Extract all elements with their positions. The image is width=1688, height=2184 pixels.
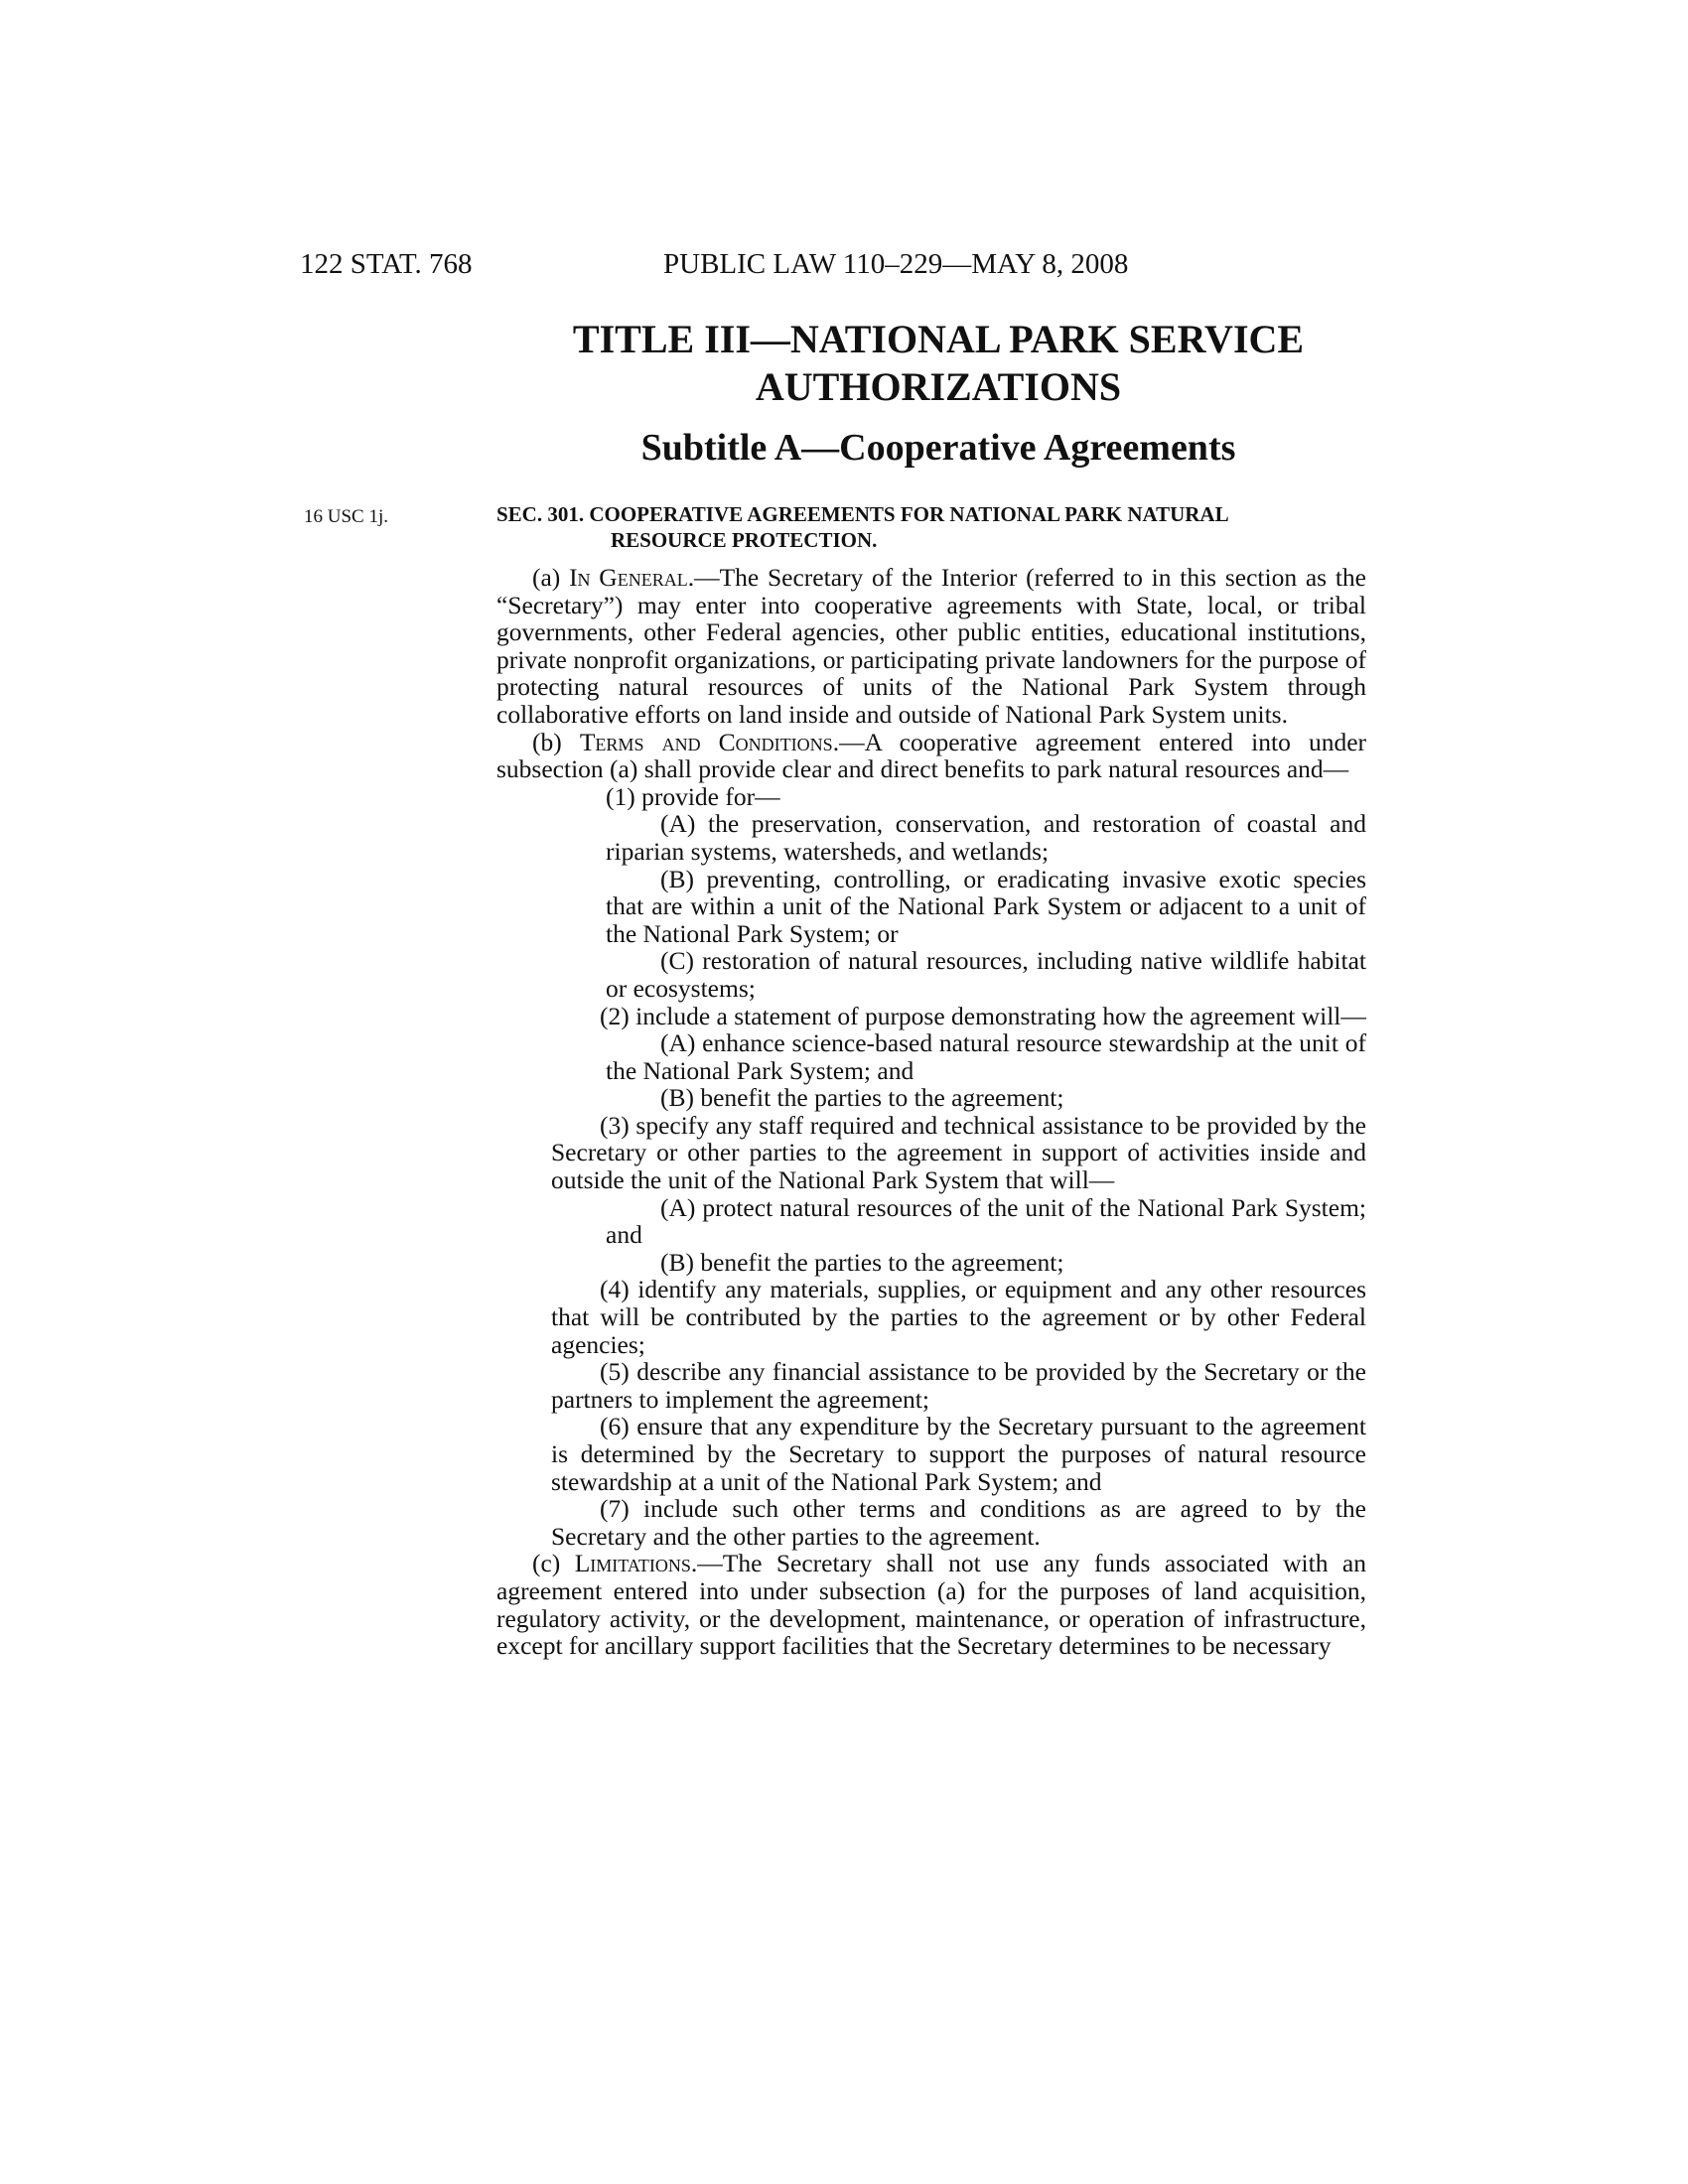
public-law-citation: PUBLIC LAW 110–229—MAY 8, 2008 bbox=[663, 248, 1129, 280]
subsection-a-text: .—The Secretary of the Interior (referred to in this section as the “Secretary”) may enter into cooperative agreements with State, local, or tribal governments, other Federal agencies, other public entities, educational institutions, private nonprofit organizations, or participating private landowners for the purpose of protecting natural resources of units of the National Park System through collaborative efforts on land inside and outside of National Park System units. bbox=[496, 563, 1366, 729]
paragraph-5: (5) describe any financial assistance to be provided by the Secretary or the partners to implement the agreement; bbox=[551, 1357, 1366, 1414]
paragraph-3-B: (B) benefit the parties to the agreement; bbox=[660, 1247, 1064, 1277]
paragraph-1-C: (C) restoration of natural resources, including native wildlife habitat or ecosystems; bbox=[606, 946, 1366, 1003]
subsection-b bbox=[496, 729, 1366, 783]
section-heading-line-1: SEC. 301. COOPERATIVE AGREEMENTS FOR NATIONAL PARK NATURAL bbox=[496, 502, 1229, 526]
subsection-c bbox=[496, 1550, 1366, 1659]
subsection-b-label: (b) bbox=[532, 727, 580, 756]
paragraph-1: (1) provide for— bbox=[606, 781, 780, 811]
paragraph-7: (7) include such other terms and conditions as are agreed to by the Secretary and the other parties to the agreement. bbox=[551, 1494, 1366, 1551]
paragraph-2-A: (A) enhance science-based natural resource stewardship at the unit of the National Park System; and bbox=[606, 1028, 1366, 1085]
paragraph-6: (6) ensure that any expenditure by the Secretary pursuant to the agreement is determined by the Secretary to support the purposes of natural resource stewardship at a unit of the National Park System; and bbox=[551, 1412, 1366, 1496]
title-line-2: AUTHORIZATIONS bbox=[755, 364, 1122, 409]
subsection-c-heading: Limitations bbox=[574, 1549, 691, 1578]
subsection-c-label: (c) bbox=[532, 1549, 575, 1578]
stat-page-number: 122 STAT. 768 bbox=[300, 248, 473, 280]
paragraph-3: (3) specify any staff required and technical assistance to be provided by the Secretary or other parties to the agreement in support of activities inside and outside the unit of the National Park System that will— bbox=[551, 1110, 1366, 1195]
subsection-a-heading: In General bbox=[569, 563, 688, 592]
section-body bbox=[496, 564, 1366, 1660]
title-line-1: TITLE III—NATIONAL PARK SERVICE bbox=[572, 317, 1305, 361]
paragraph-4: (4) identify any materials, supplies, or equipment and any other resources that will be contributed by the parties to the agreement or by other Federal agencies; bbox=[551, 1275, 1366, 1359]
section-heading bbox=[496, 501, 1370, 553]
subsection-c-text: .—The Secretary shall not use any funds associated with an agreement entered into under subsection (a) for the purposes of land acquisition, regulatory activity, or the development, maintenance, or operation of infrastructure, except for ancillary support facilities that the Secretary determines to be necessary bbox=[496, 1549, 1366, 1661]
subsection-a-label: (a) bbox=[532, 563, 570, 592]
subsection-b-text: .—A cooperative agreement entered into under subsection (a) shall provide clear and direct benefits to park natural resources and— bbox=[496, 727, 1367, 784]
paragraph-1-A: (A) the preservation, conservation, and restoration of coastal and riparian systems, watersheds, and wetlands; bbox=[606, 809, 1366, 866]
title-heading bbox=[496, 316, 1380, 411]
paragraph-1-B: (B) preventing, controlling, or eradicating invasive exotic species that are within a unit of the National Park System or adjacent to a unit of the National Park System; or bbox=[606, 864, 1366, 948]
subtitle-heading: Subtitle A—Cooperative Agreements bbox=[640, 427, 1236, 469]
section-heading-line-2: RESOURCE PROTECTION. bbox=[611, 528, 878, 552]
paragraph-3-A: (A) protect natural resources of the unit of the National Park System; and bbox=[606, 1192, 1366, 1250]
usc-margin-note: 16 USC 1j. bbox=[304, 506, 388, 527]
running-header bbox=[0, 248, 1688, 288]
subsection-b-heading: Terms and Conditions bbox=[579, 727, 833, 756]
subsection-a bbox=[496, 564, 1366, 729]
paragraph-2: (2) include a statement of purpose demonstrating how the agreement will— bbox=[600, 1001, 1366, 1030]
paragraph-2-B: (B) benefit the parties to the agreement; bbox=[660, 1083, 1064, 1113]
